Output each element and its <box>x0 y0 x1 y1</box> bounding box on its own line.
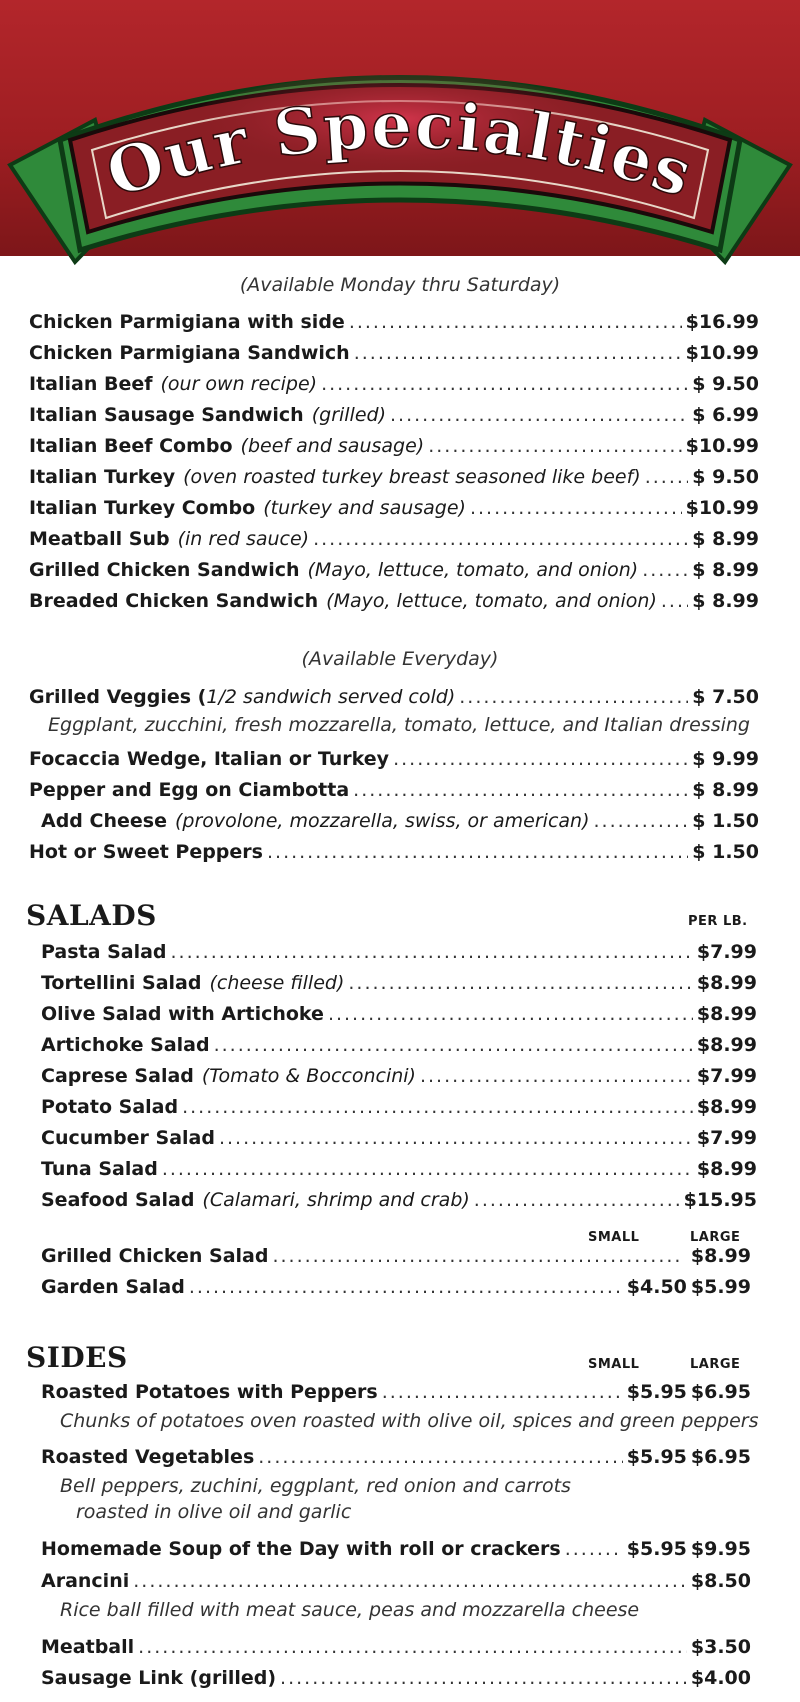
menu-item: Pasta Salad ..... $7.99 <box>41 938 757 966</box>
menu-item: Hot or Sweet Peppers ..... $ 1.50 <box>29 838 759 866</box>
menu-item: Artichoke Salad ..... $8.99 <box>41 1031 757 1059</box>
availability-note-everyday: (Available Everyday) <box>301 648 499 670</box>
menu-item: Grilled Veggies ( 1/2 sandwich served cold) ..... $ 7.50 <box>29 683 759 711</box>
menu-item: Homemade Soup of the Day with roll or crackers ..... $5.95 $9.95 <box>41 1535 751 1563</box>
menu-item: Chicken Parmigiana with side ..... $16.99 <box>29 308 759 336</box>
menu-item: Chicken Parmigiana Sandwich ..... $10.99 <box>29 339 759 367</box>
banner-ribbon <box>0 0 800 270</box>
menu-item: Arancini ..... $8.50 <box>41 1567 751 1595</box>
section-title-salads: SALADS <box>26 899 157 932</box>
menu-item: Italian Beef (our own recipe) ..... $ 9.50 <box>29 370 759 398</box>
unit-label: PER LB. <box>688 914 748 929</box>
item-description: Chunks of potatoes oven roasted with olive oil, spices and green peppers <box>60 1410 759 1432</box>
page-title: Our Specialties <box>97 88 703 213</box>
menu-item: Focaccia Wedge, Italian or Turkey ..... $ 9.99 <box>29 745 759 773</box>
item-description: roasted in olive oil and garlic <box>76 1501 352 1523</box>
menu-item: Tortellini Salad (cheese filled) ..... $8.99 <box>41 969 757 997</box>
item-description: Eggplant, zucchini, fresh mozzarella, tomato, lettuce, and Italian dressing <box>48 714 750 736</box>
menu-item: Garden Salad ..... $4.50 $5.99 <box>41 1273 751 1301</box>
item-description: Rice ball filled with meat sauce, peas and mozzarella cheese <box>60 1599 640 1621</box>
menu-item: Breaded Chicken Sandwich (Mayo, lettuce, tomato, and onion) ..... $ 8.99 <box>29 587 759 615</box>
availability-note-weekdays: (Available Monday thru Saturday) <box>239 274 561 296</box>
menu-item: Grilled Chicken Sandwich (Mayo, lettuce, tomato, and onion) ..... $ 8.99 <box>29 556 759 584</box>
menu-item: Seafood Salad (Calamari, shrimp and crab) ..... $15.95 <box>41 1186 757 1214</box>
menu-item: Grilled Chicken Salad ..... $8.99 <box>41 1242 751 1270</box>
menu-item: Add Cheese (provolone, mozzarella, swiss, or american) ..... $ 1.50 <box>41 807 759 835</box>
menu-item: Italian Beef Combo (beef and sausage) ..... $10.99 <box>29 432 759 460</box>
menu-item: Olive Salad with Artichoke ..... $8.99 <box>41 1000 757 1028</box>
menu-item: Roasted Vegetables ..... $5.95 $6.95 <box>41 1443 751 1471</box>
menu-item: Pepper and Egg on Ciambotta ..... $ 8.99 <box>29 776 759 804</box>
header-banner <box>0 0 800 256</box>
menu-item: Tuna Salad ..... $8.99 <box>41 1155 757 1183</box>
menu-item: Italian Turkey (oven roasted turkey breast seasoned like beef) ..... $ 9.50 <box>29 463 759 491</box>
menu-item: Cucumber Salad ..... $7.99 <box>41 1124 757 1152</box>
menu-item: Roasted Potatoes with Peppers ..... $5.95 $6.95 <box>41 1378 751 1406</box>
menu-item: Italian Turkey Combo (turkey and sausage) ..... $10.99 <box>29 494 759 522</box>
menu-item: Meatball ..... $3.50 <box>41 1633 751 1661</box>
menu-item: Italian Sausage Sandwich (grilled) ..... $ 6.99 <box>29 401 759 429</box>
menu-item: Meatball Sub (in red sauce) ..... $ 8.99 <box>29 525 759 553</box>
menu-item: Caprese Salad (Tomato & Bocconcini) ..... $7.99 <box>41 1062 757 1090</box>
item-description: Bell peppers, zuchini, eggplant, red onion and carrots <box>60 1475 571 1497</box>
size-label-large: LARGE <box>690 1230 741 1245</box>
size-label-small: SMALL <box>588 1357 640 1372</box>
menu-item: Sausage Link (grilled) ..... $4.00 <box>41 1664 751 1692</box>
menu-item: Potato Salad ..... $8.99 <box>41 1093 757 1121</box>
size-label-large: LARGE <box>690 1357 741 1372</box>
section-title-sides: SIDES <box>26 1341 128 1374</box>
size-label-small: SMALL <box>588 1230 640 1245</box>
